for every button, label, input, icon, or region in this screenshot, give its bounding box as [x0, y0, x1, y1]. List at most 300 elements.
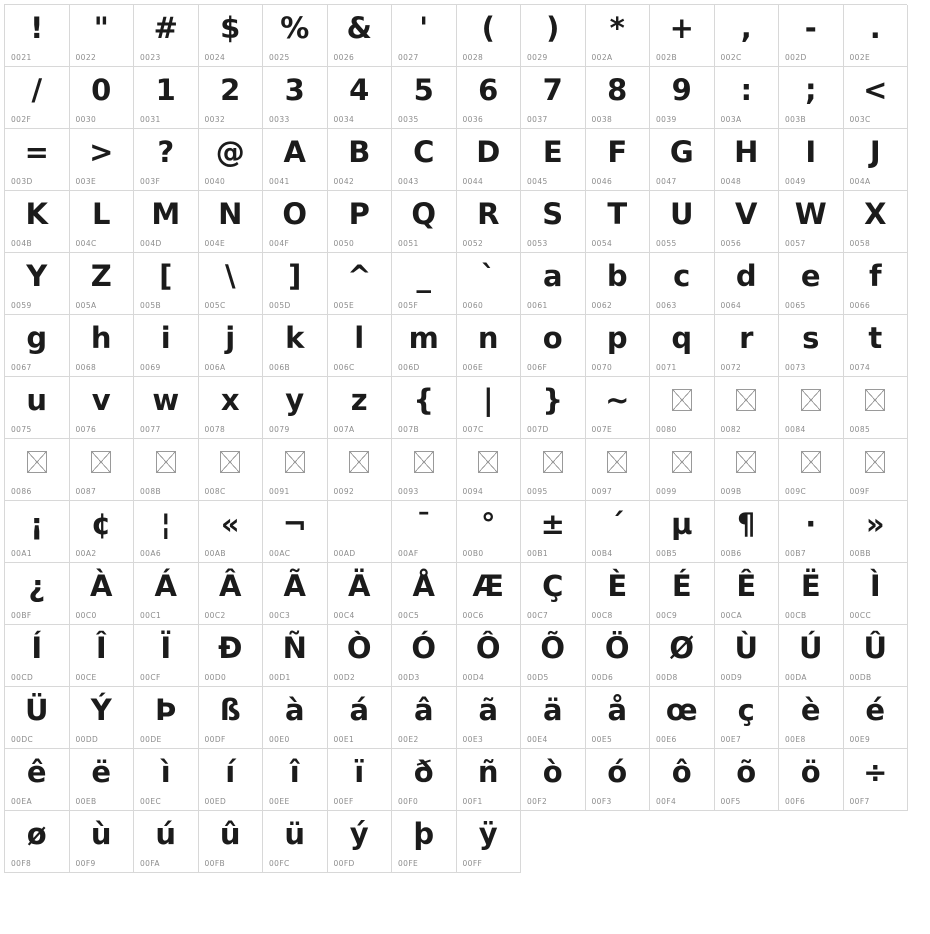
glyph-codepoint: 0035 — [398, 115, 419, 124]
glyph-character: s — [802, 321, 820, 355]
glyph-character: R — [477, 197, 500, 231]
glyph-codepoint: 00F0 — [398, 797, 419, 806]
glyph-codepoint: 0092 — [333, 487, 355, 496]
glyph-cell[interactable] — [586, 191, 651, 253]
glyph-character: ñ — [477, 755, 499, 789]
glyph-codepoint: 0086 — [11, 487, 32, 496]
glyph-cell[interactable] — [457, 5, 522, 67]
glyph-cell[interactable] — [779, 253, 844, 315]
glyph-cell[interactable] — [650, 5, 715, 67]
glyph-cell[interactable] — [70, 129, 135, 191]
glyph-character: ø — [26, 817, 47, 851]
glyph-cell[interactable] — [263, 625, 328, 687]
glyph-codepoint: 004D — [140, 239, 162, 248]
glyph-cell[interactable] — [328, 5, 393, 67]
glyph-cell[interactable] — [5, 191, 70, 253]
glyph-cell[interactable] — [521, 5, 586, 67]
glyph-cell[interactable] — [844, 563, 909, 625]
glyph-codepoint: 00C4 — [333, 611, 355, 620]
glyph-cell[interactable] — [199, 563, 264, 625]
glyph-cell[interactable] — [457, 129, 522, 191]
glyph-cell[interactable] — [715, 315, 780, 377]
glyph-cell[interactable] — [263, 129, 328, 191]
glyph-codepoint: 0063 — [656, 301, 677, 310]
glyph-codepoint: 0050 — [333, 239, 355, 248]
glyph-character: u — [26, 383, 48, 417]
glyph-cell[interactable] — [586, 67, 651, 129]
glyph-cell[interactable] — [70, 501, 135, 563]
glyph-character: ù — [90, 817, 112, 851]
glyph-character: Ã — [283, 569, 306, 603]
glyph-cell[interactable] — [586, 687, 651, 749]
glyph-character: Ï — [160, 631, 172, 665]
glyph-cell[interactable] — [457, 501, 522, 563]
glyph-codepoint: 008C — [204, 487, 226, 496]
glyph-character: ° — [481, 507, 496, 541]
glyph-cell[interactable] — [715, 191, 780, 253]
glyph-cell[interactable] — [199, 315, 264, 377]
glyph-cell[interactable] — [328, 501, 393, 563]
glyph-cell[interactable] — [457, 563, 522, 625]
glyph-cell[interactable] — [844, 129, 909, 191]
glyph-cell[interactable] — [586, 377, 651, 439]
glyph-cell[interactable] — [844, 67, 909, 129]
glyph-cell[interactable] — [263, 749, 328, 811]
glyph-codepoint: 0075 — [11, 425, 32, 434]
glyph-codepoint: 00E5 — [591, 735, 613, 744]
glyph-cell[interactable] — [650, 191, 715, 253]
glyph-codepoint: 0091 — [269, 487, 290, 496]
notdef-box-icon — [715, 441, 779, 483]
glyph-cell[interactable] — [328, 67, 393, 129]
glyph-cell[interactable] — [779, 377, 844, 439]
glyph-cell[interactable] — [392, 687, 457, 749]
glyph-codepoint: 00E9 — [849, 735, 871, 744]
glyph-character: ì — [160, 755, 171, 789]
glyph-cell[interactable] — [263, 5, 328, 67]
glyph-character: ÿ — [478, 817, 498, 851]
glyph-cell[interactable] — [392, 501, 457, 563]
glyph-cell[interactable] — [134, 129, 199, 191]
glyph-cell[interactable] — [263, 811, 328, 873]
glyph-cell[interactable] — [715, 5, 780, 67]
glyph-character: ' — [419, 11, 429, 45]
glyph-cell[interactable] — [392, 129, 457, 191]
glyph-cell[interactable] — [715, 501, 780, 563]
glyph-cell[interactable] — [199, 191, 264, 253]
glyph-cell[interactable] — [392, 749, 457, 811]
glyph-cell[interactable] — [392, 67, 457, 129]
glyph-codepoint: 0046 — [591, 177, 613, 186]
glyph-cell[interactable] — [715, 253, 780, 315]
glyph-codepoint: 005A — [75, 301, 97, 310]
glyph-codepoint: 00FC — [269, 859, 290, 868]
glyph-character: · — [805, 507, 817, 541]
glyph-cell[interactable] — [70, 377, 135, 439]
glyph-codepoint: 006A — [204, 363, 226, 372]
glyph-cell[interactable] — [5, 501, 70, 563]
glyph-cell[interactable] — [779, 563, 844, 625]
glyph-cell[interactable] — [650, 253, 715, 315]
notdef-box-icon — [70, 441, 134, 483]
glyph-cell[interactable] — [70, 253, 135, 315]
glyph-codepoint: 00E6 — [656, 735, 677, 744]
glyph-cell[interactable] — [521, 129, 586, 191]
glyph-codepoint: 002B — [656, 53, 678, 62]
glyph-character: ¡ — [30, 507, 44, 541]
glyph-cell[interactable] — [844, 625, 909, 687]
glyph-cell[interactable] — [457, 377, 522, 439]
glyph-cell[interactable] — [844, 501, 909, 563]
glyph-codepoint: 004A — [849, 177, 871, 186]
glyph-cell[interactable] — [844, 5, 909, 67]
glyph-codepoint: 00F2 — [527, 797, 548, 806]
glyph-cell[interactable] — [392, 377, 457, 439]
glyph-character: o — [542, 321, 563, 355]
glyph-cell[interactable] — [328, 749, 393, 811]
glyph-character: Ù — [734, 631, 759, 665]
glyph-character: B — [348, 135, 371, 169]
glyph-cell[interactable] — [586, 563, 651, 625]
glyph-codepoint: 0048 — [720, 177, 742, 186]
glyph-character: F — [607, 135, 628, 169]
glyph-cell[interactable] — [521, 253, 586, 315]
glyph-character: S — [542, 197, 564, 231]
glyph-cell[interactable] — [650, 67, 715, 129]
glyph-cell[interactable] — [199, 5, 264, 67]
glyph-character: õ — [736, 755, 757, 789]
glyph-cell[interactable] — [715, 129, 780, 191]
glyph-cell[interactable] — [521, 439, 586, 501]
glyph-cell[interactable] — [586, 501, 651, 563]
glyph-cell[interactable] — [844, 749, 909, 811]
glyph-cell[interactable] — [70, 5, 135, 67]
glyph-cell[interactable] — [70, 439, 135, 501]
glyph-cell[interactable] — [586, 5, 651, 67]
glyph-cell[interactable] — [392, 811, 457, 873]
glyph-cell[interactable] — [5, 625, 70, 687]
glyph-cell[interactable] — [715, 749, 780, 811]
glyph-codepoint: 00AC — [269, 549, 291, 558]
glyph-cell[interactable] — [134, 5, 199, 67]
glyph-cell[interactable] — [457, 67, 522, 129]
glyph-cell[interactable] — [779, 315, 844, 377]
glyph-cell[interactable] — [328, 377, 393, 439]
glyph-codepoint: 0071 — [656, 363, 677, 372]
glyph-cell[interactable] — [457, 749, 522, 811]
glyph-codepoint: 00C2 — [204, 611, 226, 620]
glyph-codepoint: 00DF — [204, 735, 226, 744]
glyph-cell[interactable] — [392, 5, 457, 67]
glyph-cell[interactable] — [70, 191, 135, 253]
glyph-cell[interactable] — [5, 5, 70, 67]
glyph-cell[interactable] — [521, 191, 586, 253]
glyph-cell[interactable] — [779, 749, 844, 811]
glyph-cell[interactable] — [5, 811, 70, 873]
glyph-codepoint: 00CC — [849, 611, 872, 620]
glyph-character: M — [151, 197, 181, 231]
glyph-cell[interactable] — [521, 687, 586, 749]
glyph-cell[interactable] — [263, 191, 328, 253]
glyph-cell[interactable] — [715, 67, 780, 129]
glyph-character: + — [669, 11, 694, 45]
glyph-cell[interactable] — [844, 439, 909, 501]
glyph-cell[interactable] — [70, 563, 135, 625]
glyph-character: Ú — [798, 631, 823, 665]
glyph-cell[interactable] — [263, 377, 328, 439]
notdef-box-icon — [844, 379, 908, 421]
glyph-character: 1 — [155, 73, 176, 107]
glyph-codepoint: 00BB — [849, 549, 871, 558]
glyph-character: È — [607, 569, 628, 603]
glyph-codepoint: 004C — [75, 239, 97, 248]
glyph-character: 8 — [607, 73, 628, 107]
glyph-cell[interactable] — [328, 191, 393, 253]
glyph-codepoint: 00AF — [398, 549, 419, 558]
glyph-cell[interactable] — [457, 439, 522, 501]
glyph-codepoint: 00B5 — [656, 549, 678, 558]
glyph-cell[interactable] — [199, 439, 264, 501]
glyph-codepoint: 00D0 — [204, 673, 227, 682]
glyph-cell[interactable] — [521, 315, 586, 377]
glyph-cell[interactable] — [5, 749, 70, 811]
glyph-cell[interactable] — [457, 191, 522, 253]
glyph-cell[interactable] — [263, 315, 328, 377]
glyph-cell[interactable] — [586, 129, 651, 191]
glyph-codepoint: 0057 — [785, 239, 806, 248]
glyph-cell[interactable] — [134, 625, 199, 687]
glyph-cell[interactable] — [5, 563, 70, 625]
glyph-cell[interactable] — [457, 253, 522, 315]
glyph-codepoint: 0044 — [462, 177, 484, 186]
glyph-cell[interactable] — [715, 439, 780, 501]
glyph-character: r — [739, 321, 754, 355]
glyph-character: K — [25, 197, 48, 231]
glyph-cell[interactable] — [844, 687, 909, 749]
glyph-cell[interactable] — [779, 625, 844, 687]
glyph-codepoint: 0069 — [140, 363, 161, 372]
glyph-character: ï — [354, 755, 365, 789]
glyph-cell[interactable] — [134, 563, 199, 625]
glyph-cell[interactable] — [457, 687, 522, 749]
glyph-cell[interactable] — [715, 377, 780, 439]
glyph-cell[interactable] — [586, 315, 651, 377]
glyph-character: $ — [220, 11, 241, 45]
glyph-character: - — [804, 11, 817, 45]
glyph-cell[interactable] — [70, 67, 135, 129]
glyph-character: è — [800, 693, 821, 727]
glyph-codepoint: 00F9 — [75, 859, 96, 868]
glyph-cell[interactable] — [70, 687, 135, 749]
glyph-codepoint: 00EC — [140, 797, 162, 806]
glyph-cell[interactable] — [650, 625, 715, 687]
glyph-cell[interactable] — [650, 749, 715, 811]
glyph-cell[interactable] — [779, 129, 844, 191]
glyph-cell[interactable] — [844, 191, 909, 253]
glyph-cell[interactable] — [134, 67, 199, 129]
glyph-cell[interactable] — [844, 377, 909, 439]
glyph-cell[interactable] — [328, 687, 393, 749]
glyph-character: 7 — [542, 73, 563, 107]
glyph-character: T — [607, 197, 628, 231]
glyph-codepoint: 0097 — [591, 487, 613, 496]
glyph-cell[interactable] — [199, 129, 264, 191]
glyph-cell[interactable] — [650, 501, 715, 563]
glyph-cell[interactable] — [457, 811, 522, 873]
glyph-cell[interactable] — [328, 625, 393, 687]
glyph-codepoint: 005C — [204, 301, 226, 310]
glyph-cell[interactable] — [650, 129, 715, 191]
glyph-codepoint: 00DE — [140, 735, 162, 744]
glyph-character: H — [734, 135, 759, 169]
glyph-cell[interactable] — [328, 129, 393, 191]
glyph-character: p — [606, 321, 628, 355]
glyph-codepoint: 007D — [527, 425, 549, 434]
glyph-cell[interactable] — [70, 811, 135, 873]
notdef-box-icon — [844, 441, 908, 483]
glyph-cell[interactable] — [715, 687, 780, 749]
glyph-codepoint: 0028 — [462, 53, 484, 62]
glyph-cell[interactable] — [134, 811, 199, 873]
glyph-cell[interactable] — [328, 563, 393, 625]
glyph-character: l — [354, 321, 365, 355]
glyph-cell[interactable] — [392, 253, 457, 315]
glyph-character: ¿ — [28, 569, 46, 603]
glyph-cell[interactable] — [134, 501, 199, 563]
glyph-cell[interactable] — [134, 749, 199, 811]
glyph-cell[interactable] — [199, 625, 264, 687]
glyph-cell[interactable] — [199, 501, 264, 563]
glyph-character: | — [482, 383, 494, 417]
glyph-cell[interactable] — [199, 253, 264, 315]
glyph-cell[interactable] — [199, 377, 264, 439]
glyph-cell[interactable] — [586, 749, 651, 811]
glyph-cell[interactable] — [70, 315, 135, 377]
glyph-cell[interactable] — [263, 67, 328, 129]
glyph-codepoint: 00A2 — [75, 549, 97, 558]
glyph-codepoint: 00D2 — [333, 673, 356, 682]
glyph-cell[interactable] — [521, 67, 586, 129]
glyph-cell[interactable] — [586, 253, 651, 315]
glyph-cell[interactable] — [328, 315, 393, 377]
glyph-character: 3 — [284, 73, 305, 107]
glyph-codepoint: 003A — [720, 115, 742, 124]
glyph-cell[interactable] — [5, 377, 70, 439]
glyph-cell[interactable] — [199, 67, 264, 129]
glyph-cell[interactable] — [134, 439, 199, 501]
glyph-cell[interactable] — [392, 191, 457, 253]
glyph-codepoint: 002F — [11, 115, 32, 124]
glyph-cell[interactable] — [457, 315, 522, 377]
glyph-cell[interactable] — [844, 315, 909, 377]
glyph-cell[interactable] — [5, 253, 70, 315]
glyph-character: I — [805, 135, 817, 169]
glyph-cell[interactable] — [5, 129, 70, 191]
glyph-cell[interactable] — [328, 811, 393, 873]
glyph-cell[interactable] — [5, 687, 70, 749]
glyph-cell[interactable] — [199, 687, 264, 749]
glyph-cell[interactable] — [263, 253, 328, 315]
glyph-cell[interactable] — [779, 687, 844, 749]
glyph-character: ¬ — [282, 507, 307, 541]
glyph-cell[interactable] — [650, 315, 715, 377]
glyph-character: D — [476, 135, 501, 169]
glyph-cell[interactable] — [199, 749, 264, 811]
glyph-cell[interactable] — [263, 439, 328, 501]
glyph-cell[interactable] — [521, 377, 586, 439]
glyph-cell[interactable] — [263, 687, 328, 749]
glyph-cell[interactable] — [650, 439, 715, 501]
glyph-character: ö — [800, 755, 821, 789]
glyph-codepoint: 00E1 — [333, 735, 355, 744]
glyph-cell[interactable] — [328, 439, 393, 501]
glyph-cell[interactable] — [134, 687, 199, 749]
glyph-cell[interactable] — [199, 811, 264, 873]
glyph-cell[interactable] — [779, 439, 844, 501]
glyph-character: Ë — [800, 569, 821, 603]
glyph-codepoint: 0027 — [398, 53, 419, 62]
glyph-cell[interactable] — [779, 67, 844, 129]
glyph-codepoint: 0033 — [269, 115, 290, 124]
glyph-cell[interactable] — [392, 625, 457, 687]
glyph-cell[interactable] — [650, 377, 715, 439]
glyph-codepoint: 0040 — [204, 177, 226, 186]
glyph-cell[interactable] — [779, 501, 844, 563]
glyph-cell[interactable] — [715, 625, 780, 687]
glyph-cell[interactable] — [844, 253, 909, 315]
glyph-cell[interactable] — [779, 191, 844, 253]
glyph-cell[interactable] — [779, 5, 844, 67]
glyph-cell[interactable] — [263, 501, 328, 563]
glyph-cell[interactable] — [457, 625, 522, 687]
glyph-codepoint: 002A — [591, 53, 613, 62]
glyph-cell[interactable] — [5, 67, 70, 129]
glyph-cell[interactable] — [650, 563, 715, 625]
glyph-cell[interactable] — [134, 253, 199, 315]
glyph-codepoint: 00FF — [462, 859, 483, 868]
glyph-cell[interactable] — [521, 563, 586, 625]
glyph-character: Ç — [542, 569, 564, 603]
glyph-cell[interactable] — [586, 439, 651, 501]
glyph-cell[interactable] — [5, 439, 70, 501]
glyph-cell[interactable] — [5, 315, 70, 377]
glyph-cell[interactable] — [392, 315, 457, 377]
glyph-character: ^ — [347, 259, 372, 293]
glyph-cell[interactable] — [392, 439, 457, 501]
glyph-cell[interactable] — [263, 563, 328, 625]
glyph-cell[interactable] — [715, 563, 780, 625]
glyph-cell[interactable] — [70, 625, 135, 687]
glyph-cell[interactable] — [521, 501, 586, 563]
glyph-codepoint: 0085 — [849, 425, 871, 434]
glyph-character: Ê — [736, 569, 757, 603]
glyph-cell[interactable] — [70, 749, 135, 811]
glyph-cell[interactable] — [521, 625, 586, 687]
glyph-cell[interactable] — [134, 377, 199, 439]
glyph-cell[interactable] — [134, 315, 199, 377]
glyph-cell[interactable] — [392, 563, 457, 625]
glyph-cell[interactable] — [586, 625, 651, 687]
glyph-codepoint: 00E7 — [720, 735, 742, 744]
glyph-cell[interactable] — [650, 687, 715, 749]
glyph-codepoint: 0079 — [269, 425, 290, 434]
glyph-codepoint: 00B1 — [527, 549, 549, 558]
glyph-cell[interactable] — [521, 749, 586, 811]
glyph-character: ô — [671, 755, 692, 789]
glyph-cell[interactable] — [134, 191, 199, 253]
glyph-character: X — [864, 197, 887, 231]
glyph-cell[interactable] — [328, 253, 393, 315]
